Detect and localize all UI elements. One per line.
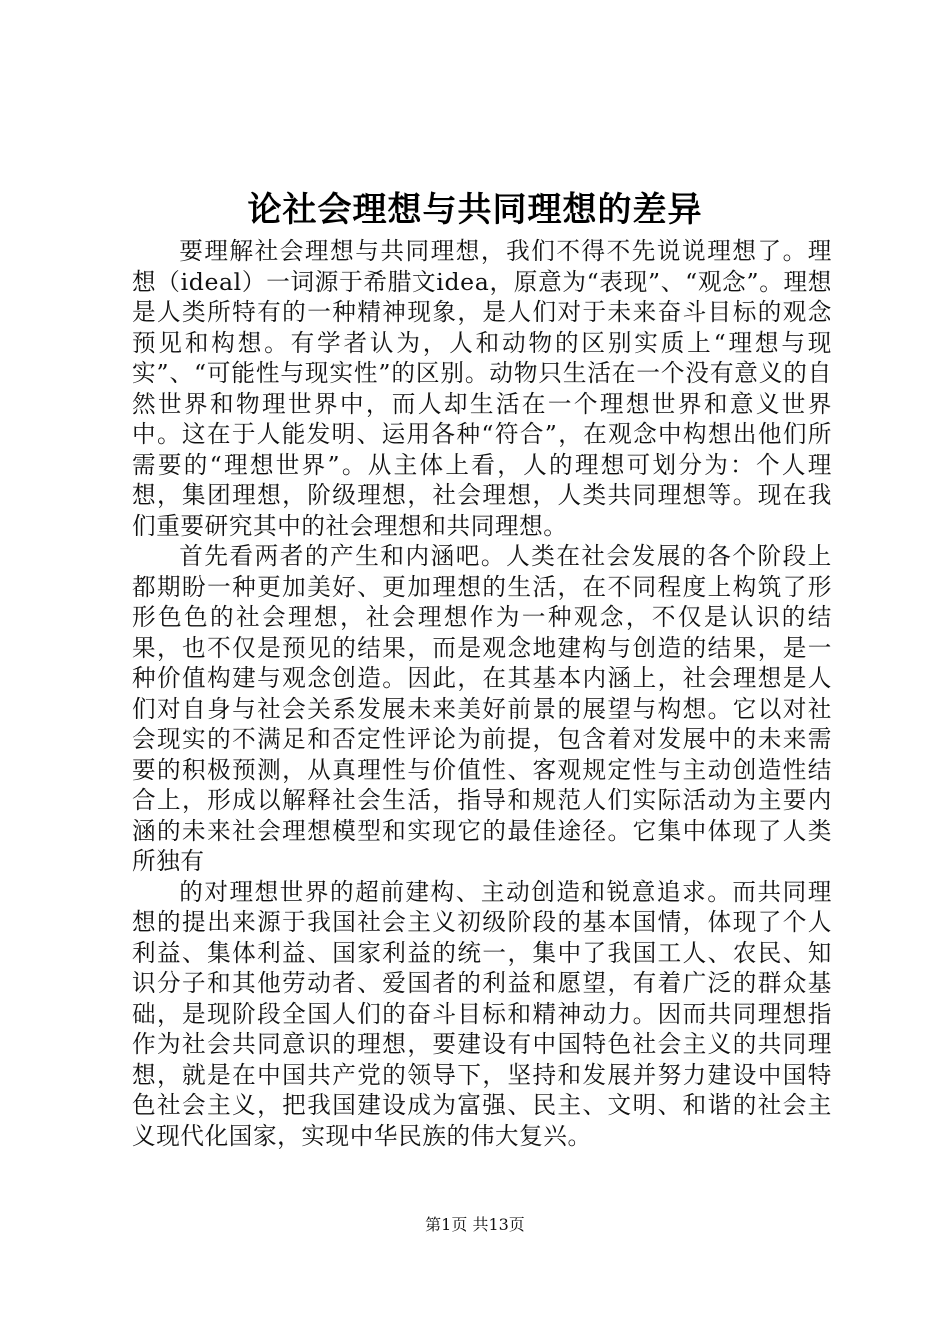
paragraph-1: 要理解社会理想与共同理想，我们不得不先说说理想了。理想（ideal）一词源于希腊文idea，原意为“表现”、“观念”。理想是人类所特有的一种精神现象，是人们对于未来奋斗目标的观念预见和构想。有学者认为，人和动物的区别实质上“理想与现实”、“可能性与现实性”的区别。动物只生活在一个没有意义的自然世界和物理世界中，而人却生活在一个理想世界和意义世界中。这在于人能发明、运用各种“符合”，在观念中构想出他们所需要的“理想世界”。从主体上看，人的理想可划分为：个人理想，集团理想，阶级理想，社会理想，人类共同理想等。现在我们重要研究其中的社会理想和共同理想。 <box>132 237 832 540</box>
page-number-footer: 第1页 共13页 <box>425 1215 525 1234</box>
paragraph-3: 的对理想世界的超前建构、主动创造和锐意追求。而共同理想的提出来源于我国社会主义初级阶段的基本国情，体现了个人利益、集体利益、国家利益的统一，集中了我国工人、农民、知识分子和其他劳动者、爱国者的利益和愿望，有着广泛的群众基础，是现阶段全国人们的奋斗目标和精神动力。因而共同理想指作为社会共同意识的理想，要建设有中国特色社会主义的共同理想，就是在中国共产党的领导下，坚持和发展并努力建设中国特色社会主义，把我国建设成为富强、民主、文明、和谐的社会主义现代化国家，实现中华民族的伟大复兴。 <box>132 877 832 1150</box>
document-title: 论社会理想与共同理想的差异 <box>247 190 703 230</box>
paragraph-2: 首先看两者的产生和内涵吧。人类在社会发展的各个阶段上都期盼一种更加美好、更加理想的生活，在不同程度上构筑了形形色色的社会理想，社会理想作为一种观念，不仅是认识的结果，也不仅是预见的结果，而是观念地建构与创造的结果，是一种价值构建与观念创造。因此，在其基本内涵上，社会理想是人们对自身与社会关系发展未来美好前景的展望与构想。它以对社会现实的不满足和否定性评论为前提，包含着对发展中的未来需要的积极预测，从真理性与价值性、客观规定性与主动创造性结合上，形成以解释社会生活，指导和规范人们实际活动为主要内涵的未来社会理想模型和实现它的最佳途径。它集中体现了人类所独有 <box>132 542 832 875</box>
document-body <box>132 236 832 1151</box>
